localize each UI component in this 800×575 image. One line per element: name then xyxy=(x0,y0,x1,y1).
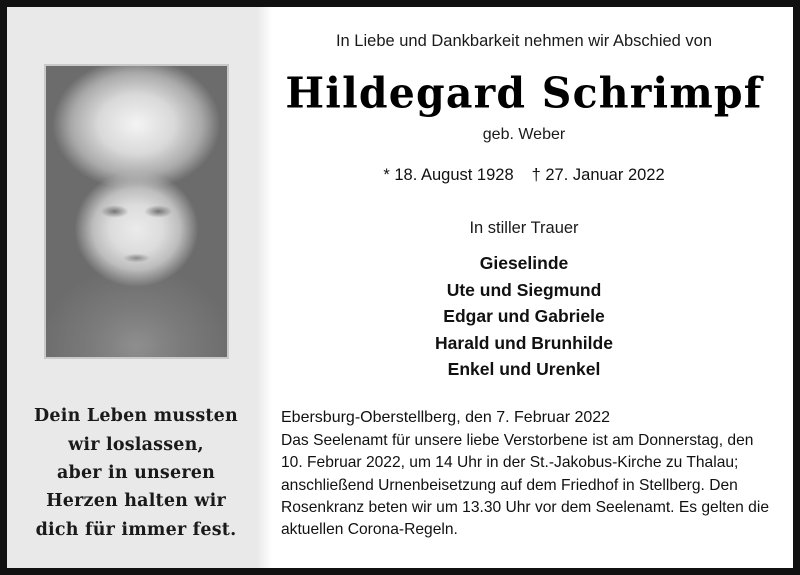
portrait-frame xyxy=(44,64,229,359)
verse-line-1: Dein Leben mussten xyxy=(34,406,238,427)
mourning-heading: In stiller Trauer xyxy=(469,219,579,237)
left-column xyxy=(7,7,265,568)
place-and-date: Ebersburg-Oberstellberg, den 7. Februar 2022 xyxy=(281,408,611,426)
list-item: Enkel und Urenkel xyxy=(447,359,601,380)
birth-date: * 18. August 1928 xyxy=(383,166,514,184)
list-item: Harald und Brunhilde xyxy=(435,332,613,353)
list-item: Ute und Siegmund xyxy=(446,279,602,300)
maiden-name: geb. Weber xyxy=(482,126,566,143)
lead-text: In Liebe und Dankbarkeit nehmen wir Abschied von xyxy=(335,32,713,50)
portrait-photo xyxy=(46,66,227,357)
verse-line-2: wir loslassen, xyxy=(68,434,204,455)
mourners-list xyxy=(277,250,771,383)
right-column xyxy=(265,7,793,568)
verse-line-4: Herzen halten wir xyxy=(46,491,226,512)
verse-line-3: aber in unseren xyxy=(57,462,215,483)
deceased-name: Hildegard Schrimpf xyxy=(285,68,763,118)
card-inner xyxy=(7,7,793,568)
life-dates xyxy=(277,166,771,185)
list-item: Gieselinde xyxy=(479,253,569,273)
service-details: Das Seelenamt für unsere liebe Verstorbene ist am Donnerstag, den 10. Februar 2022, um 14 Uhr in der St.-Jakobus-Kirche zu Thalau; anschließend Urnenbeisetzung auf dem Friedhof in Stellberg. Den Rosenkranz beten wir um 13.30 Uhr vor dem Seelenamt. Es gelten die aktuellen Corona-Regeln. xyxy=(281,431,769,539)
death-date: † 27. Januar 2022 xyxy=(531,166,665,184)
verse-line-5: dich für immer fest. xyxy=(35,519,237,540)
memorial-verse xyxy=(7,402,265,544)
list-item: Edgar und Gabriele xyxy=(443,306,605,327)
